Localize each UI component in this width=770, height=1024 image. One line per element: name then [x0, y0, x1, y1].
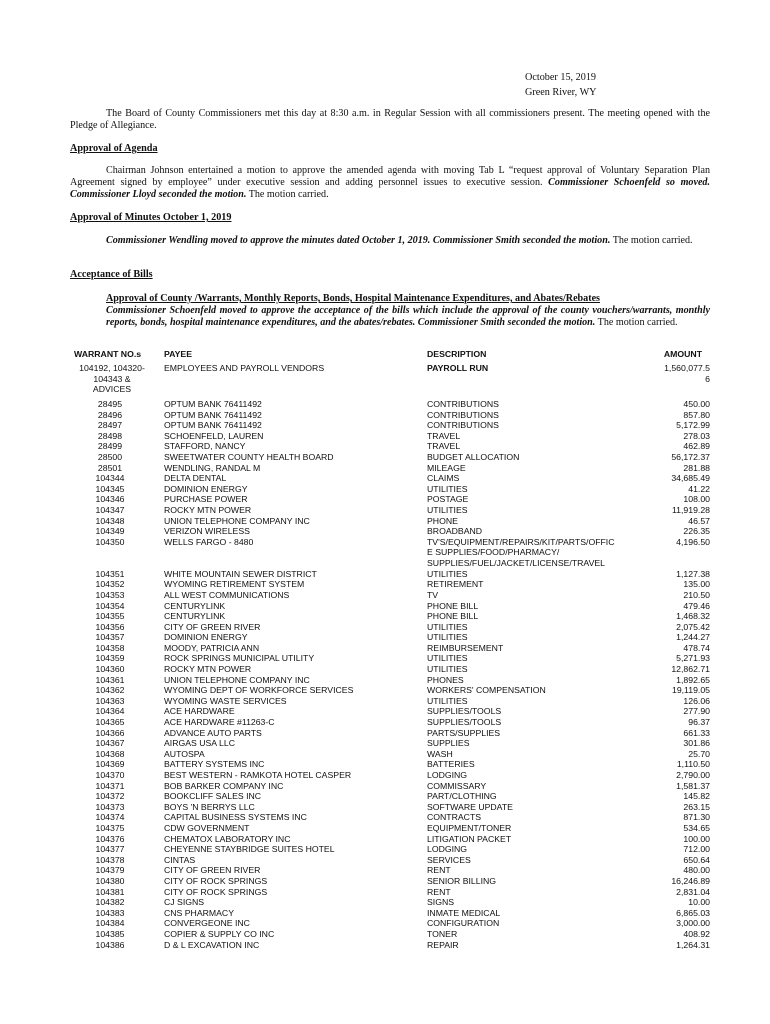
cell-payee: MOODY, PATRICIA ANN	[164, 642, 260, 653]
table-row	[70, 706, 710, 717]
header-payee: PAYEE	[164, 349, 193, 359]
cell-amount: 10.00	[688, 897, 710, 908]
cell-amount: 1,581.37	[676, 780, 710, 791]
cell-description: WORKERS' COMPENSATION	[427, 685, 546, 696]
cell-payee: D & L EXCAVATION INC	[164, 939, 260, 950]
table-row	[70, 929, 710, 940]
table-row	[70, 791, 710, 802]
table-header	[70, 347, 710, 363]
cell-warrant: 104362	[95, 685, 125, 696]
cell-description: UTILITIES	[427, 568, 468, 579]
table-row	[70, 452, 710, 463]
cell-amount: 1,264.31	[676, 939, 710, 950]
cell-description: CLAIMS	[427, 473, 460, 484]
cell-amount: 135.00	[683, 579, 710, 590]
cell-description: RENT	[427, 886, 451, 897]
table-row	[70, 664, 710, 675]
table-row	[70, 516, 710, 527]
table-row	[70, 908, 710, 919]
cell-amount: 56,172.37	[671, 451, 710, 462]
cell-amount: 661.33	[683, 727, 710, 738]
cell-warrant: 104369	[95, 759, 125, 770]
cell-amount: 478.74	[683, 642, 710, 653]
payroll-amount-line: 6	[705, 373, 710, 384]
table-row	[70, 823, 710, 834]
cell-description: MILEAGE	[427, 462, 466, 473]
cell-amount: 34,685.49	[671, 473, 710, 484]
cell-description: INMATE MEDICAL	[427, 907, 501, 918]
table-row	[70, 643, 710, 654]
table-row	[70, 749, 710, 760]
table-row	[70, 463, 710, 474]
table-row	[70, 399, 710, 410]
cell-payee: DOMINION ENERGY	[164, 632, 248, 643]
cell-description: PART/CLOTHING	[427, 791, 497, 802]
cell-warrant: 104359	[95, 653, 125, 664]
cell-amount: 2,831.04	[676, 886, 710, 897]
minutes-paragraph	[70, 235, 710, 247]
cell-amount: 6,865.03	[676, 907, 710, 918]
cell-payee: PURCHASE POWER	[164, 494, 248, 505]
cell-description: EQUIPMENT/TONER	[427, 822, 512, 833]
cell-payee: SWEETWATER COUNTY HEALTH BOARD	[164, 451, 334, 462]
cell-warrant: 28495	[97, 399, 123, 409]
cell-warrant: 104383	[95, 907, 125, 918]
payroll-payee: EMPLOYEES AND PAYROLL VENDORS	[164, 363, 325, 373]
table-row	[70, 940, 710, 951]
intro-paragraph: The Board of County Commissioners met this day at 8:30 a.m. in Regular Session with all commissioners present. The meeting opened with the Pledge of Allegiance.	[70, 108, 710, 132]
table-group-2	[70, 569, 710, 950]
cell-warrant: 104363	[95, 695, 125, 706]
agenda-result: The motion carried.	[248, 189, 329, 201]
cell-amount: 263.15	[683, 801, 710, 812]
cell-payee: DOMINION ENERGY	[164, 483, 248, 494]
cell-warrant: 104366	[95, 727, 125, 738]
cell-amount: 19,119.05	[671, 685, 710, 696]
payroll-warrant-line: 104343 &	[93, 373, 131, 384]
cell-amount: 857.80	[683, 409, 710, 420]
table-row	[70, 526, 710, 537]
cell-warrant: 104351	[95, 568, 125, 579]
cell-payee: CENTURYLINK	[164, 611, 226, 622]
table-row	[70, 834, 710, 845]
cell-amount: 16,246.89	[671, 875, 710, 886]
cell-amount: 41.22	[688, 483, 710, 494]
table-row	[70, 420, 710, 431]
cell-payee: CINTAS	[164, 854, 196, 865]
cell-description: CONTRIBUTIONS	[427, 420, 499, 431]
cell-description: PHONE BILL	[427, 600, 479, 611]
cell-payee: BOB BARKER COMPANY INC	[164, 780, 284, 791]
cell-payee: WELLS FARGO - 8480	[164, 536, 254, 547]
cell-payee: COPIER & SUPPLY CO INC	[164, 928, 275, 939]
bills-paragraph	[106, 293, 710, 330]
cell-warrant: 104349	[95, 526, 125, 537]
cell-warrant: 104380	[95, 875, 125, 886]
cell-description: UTILITIES	[427, 632, 468, 643]
cell-payee: BEST WESTERN - RAMKOTA HOTEL CASPER	[164, 770, 352, 780]
table-row	[70, 781, 710, 792]
cell-description: TV	[427, 589, 439, 600]
cell-description: UTILITIES	[427, 664, 468, 675]
cell-warrant: 28496	[97, 409, 123, 420]
cell-amount: 1,244.27	[676, 632, 710, 643]
cell-warrant: 104365	[95, 717, 125, 728]
cell-amount: 480.00	[683, 865, 710, 876]
cell-amount: 408.92	[683, 928, 710, 939]
cell-amount: 1,127.38	[676, 568, 710, 579]
payroll-warrant	[70, 363, 154, 395]
cell-description: BUDGET ALLOCATION	[427, 451, 520, 462]
cell-description: CONFIGURATION	[427, 918, 500, 929]
table-row	[70, 410, 710, 421]
cell-amount: 210.50	[683, 589, 710, 600]
table-row	[70, 728, 710, 739]
cell-amount: 108.00	[683, 494, 710, 505]
cell-payee: CDW GOVERNMENT	[164, 822, 250, 833]
table-row	[70, 812, 710, 823]
cell-warrant: 104375	[95, 822, 125, 833]
agenda-paragraph	[70, 165, 710, 202]
cell-description: UTILITIES	[427, 504, 468, 515]
cell-payee: CITY OF GREEN RIVER	[164, 865, 261, 876]
table-row	[70, 632, 710, 643]
cell-description: LODGING	[427, 770, 468, 780]
cell-description: PARTS/SUPPLIES	[427, 727, 501, 738]
cell-warrant: 104357	[95, 632, 125, 643]
cell-payee: DELTA DENTAL	[164, 473, 227, 484]
payroll-warrant-line: 104192, 104320-	[79, 363, 145, 373]
cell-description: RENT	[427, 865, 451, 876]
cell-warrant: 104346	[95, 494, 125, 505]
table-row	[70, 601, 710, 612]
cell-amount: 277.90	[683, 706, 710, 717]
cell-description: CONTRACTS	[427, 812, 482, 823]
table-row	[70, 918, 710, 929]
table-row	[70, 717, 710, 728]
cell-description: UTILITIES	[427, 695, 468, 706]
cell-description: TONER	[427, 928, 458, 939]
cell-warrant: 28498	[97, 430, 123, 441]
cell-amount: 12,862.71	[671, 664, 710, 675]
cell-warrant: 104376	[95, 833, 125, 844]
cell-payee: CHEMATOX LABORATORY INC	[164, 833, 291, 844]
cell-amount: 1,468.32	[676, 611, 710, 622]
cell-description: PHONE BILL	[427, 611, 479, 622]
cell-description: UTILITIES	[427, 483, 468, 494]
bills-motion: Commissioner Schoenfeld moved to approve the acceptance of the bills which include the approval of the county vouchers/warrants, monthly reports, bonds, hospital maintenance expenditures, and the abates/rebates. Commissioner Smith seconded the motion.	[106, 305, 710, 329]
description-line: SUPPLIES/FUEL/JACKET/LICENSE/TRAVEL	[427, 557, 605, 568]
table-row	[70, 505, 710, 516]
payroll-amount	[650, 363, 710, 384]
table-row	[70, 653, 710, 664]
table-row	[70, 611, 710, 622]
cell-amount: 145.82	[683, 791, 710, 802]
table-row	[70, 696, 710, 707]
table-row	[70, 675, 710, 686]
table-group-1	[70, 399, 710, 537]
cell-warrant: 104381	[95, 886, 125, 897]
cell-warrant: 104344	[95, 473, 125, 484]
table-row	[70, 685, 710, 696]
cell-description: REIMBURSEMENT	[427, 642, 504, 653]
cell-payee: ALL WEST COMMUNICATIONS	[164, 589, 290, 600]
cell-payee: WHITE MOUNTAIN SEWER DISTRICT	[164, 568, 317, 579]
cell-warrant: 28500	[97, 451, 123, 462]
cell-description: PHONES	[427, 674, 464, 685]
cell-description: UTILITIES	[427, 621, 468, 632]
dateline	[525, 70, 597, 100]
cell-amount: 534.65	[683, 822, 710, 833]
header-warrant: WARRANT NO.s	[74, 349, 142, 359]
cell-warrant: 104347	[95, 504, 125, 515]
cell-description: PHONE	[427, 515, 458, 526]
table-row	[70, 590, 710, 601]
cell-payee: ROCKY MTN POWER	[164, 664, 252, 675]
cell-warrant: 104345	[95, 483, 125, 494]
header-description: DESCRIPTION	[427, 349, 487, 359]
cell-payee: CITY OF ROCK SPRINGS	[164, 886, 268, 897]
table-row-payroll	[70, 363, 710, 399]
table-row	[70, 622, 710, 633]
header-amount: AMOUNT	[663, 349, 702, 359]
cell-payee: ACE HARDWARE #11263-C	[164, 717, 275, 728]
cell-amount: 450.00	[683, 399, 710, 409]
cell-description: RETIREMENT	[427, 579, 484, 590]
cell-payee: CHEYENNE STAYBRIDGE SUITES HOTEL	[164, 844, 335, 855]
table-row	[70, 473, 710, 484]
meeting-date: October 15, 2019	[525, 72, 597, 83]
table-row	[70, 759, 710, 770]
cell-payee: WYOMING RETIREMENT SYSTEM	[164, 579, 305, 590]
cell-payee: WENDLING, RANDAL M	[164, 462, 261, 473]
table-row	[70, 897, 710, 908]
cell-payee: ROCK SPRINGS MUNICIPAL UTILITY	[164, 653, 315, 664]
table-row	[70, 844, 710, 855]
cell-warrant: 28501	[97, 462, 123, 473]
cell-description: REPAIR	[427, 939, 459, 950]
cell-description	[427, 537, 655, 569]
cell-description: LODGING	[427, 844, 468, 855]
cell-warrant: 104377	[95, 844, 125, 855]
cell-payee: AIRGAS USA LLC	[164, 738, 235, 749]
cell-amount: 479.46	[683, 600, 710, 611]
cell-payee: VERIZON WIRELESS	[164, 526, 250, 537]
cell-warrant: 104370	[95, 770, 125, 780]
bills-subheading: Approval of County /Warrants, Monthly Reports, Bonds, Hospital Maintenance Expenditures, and Abates/Rebates	[106, 293, 600, 304]
cell-payee: CENTURYLINK	[164, 600, 226, 611]
cell-amount: 46.57	[688, 515, 710, 526]
cell-amount: 871.30	[683, 812, 710, 823]
agenda-heading: Approval of Agenda	[70, 143, 158, 154]
cell-warrant: 104386	[95, 939, 125, 950]
cell-amount: 5,172.99	[676, 420, 710, 431]
cell-description: SUPPLIES/TOOLS	[427, 717, 502, 728]
meeting-location: Green River, WY	[525, 87, 597, 99]
cell-description: BROADBAND	[427, 526, 483, 537]
cell-warrant: 104373	[95, 801, 125, 812]
cell-warrant: 104374	[95, 812, 125, 823]
table-row	[70, 431, 710, 442]
cell-description: SENIOR BILLING	[427, 875, 497, 886]
cell-description: CONTRIBUTIONS	[427, 399, 499, 409]
cell-payee: ROCKY MTN POWER	[164, 504, 252, 515]
payroll-warrant-line: ADVICES	[92, 384, 132, 395]
cell-payee: BOOKCLIFF SALES INC	[164, 791, 262, 802]
table-row	[70, 484, 710, 495]
table-row	[70, 770, 710, 781]
table-row	[70, 738, 710, 749]
cell-description: COMMISSARY	[427, 780, 487, 791]
cell-description: SOFTWARE UPDATE	[427, 801, 513, 812]
cell-amount: 126.06	[683, 695, 710, 706]
description-line: E SUPPLIES/FOOD/PHARMACY/	[427, 547, 560, 558]
cell-warrant: 104360	[95, 664, 125, 675]
cell-payee: SCHOENFELD, LAUREN	[164, 430, 264, 441]
cell-payee: CNS PHARMACY	[164, 907, 234, 918]
cell-warrant: 104384	[95, 918, 125, 929]
cell-warrant: 104382	[95, 897, 125, 908]
cell-payee: UNION TELEPHONE COMPANY INC	[164, 515, 310, 526]
cell-description: SUPPLIES/TOOLS	[427, 706, 502, 717]
cell-description: WASH	[427, 748, 453, 759]
cell-payee: OPTUM BANK 76411492	[164, 420, 262, 431]
cell-description: SIGNS	[427, 897, 455, 908]
minutes-motion: Commissioner Wendling moved to approve the minutes dated October 1, 2019. Commissioner Smith seconded the motion.	[106, 235, 611, 246]
cell-warrant: 104350	[95, 536, 125, 547]
cell-payee: ACE HARDWARE	[164, 706, 235, 717]
cell-warrant: 104348	[95, 515, 125, 526]
cell-description: TRAVEL	[427, 441, 461, 452]
cell-description: CONTRIBUTIONS	[427, 409, 499, 420]
cell-payee: CITY OF ROCK SPRINGS	[164, 875, 268, 886]
cell-amount: 3,000.00	[676, 918, 710, 929]
cell-description: UTILITIES	[427, 653, 468, 664]
table-row	[70, 865, 710, 876]
minutes-result: The motion carried.	[612, 235, 693, 246]
cell-amount: 650.64	[683, 854, 710, 865]
cell-payee: BATTERY SYSTEMS INC	[164, 759, 265, 770]
cell-amount: 301.86	[683, 738, 710, 749]
table-row	[70, 855, 710, 866]
cell-warrant: 104379	[95, 865, 125, 876]
cell-payee: OPTUM BANK 76411492	[164, 399, 262, 409]
minutes-heading: Approval of Minutes October 1, 2019	[70, 212, 232, 223]
cell-warrant: 104358	[95, 642, 125, 653]
cell-description: BATTERIES	[427, 759, 475, 770]
table-row-wells-fargo	[70, 537, 710, 569]
cell-description: TRAVEL	[427, 430, 461, 441]
table-row	[70, 494, 710, 505]
warrants-table	[70, 347, 710, 950]
cell-warrant: 104356	[95, 621, 125, 632]
cell-warrant: 104352	[95, 579, 125, 590]
cell-description: LITIGATION PACKET	[427, 833, 512, 844]
cell-payee: STAFFORD, NANCY	[164, 441, 246, 452]
cell-warrant: 104354	[95, 600, 125, 611]
cell-amount: 11,919.28	[671, 504, 710, 515]
cell-description: POSTAGE	[427, 494, 469, 505]
cell-warrant: 104364	[95, 706, 125, 717]
cell-payee: OPTUM BANK 76411492	[164, 409, 262, 420]
payroll-description: PAYROLL RUN	[427, 363, 489, 373]
table-row	[70, 569, 710, 580]
cell-warrant: 104371	[95, 780, 125, 791]
cell-amount: 2,790.00	[676, 770, 710, 780]
table-row	[70, 887, 710, 898]
cell-warrant: 104385	[95, 928, 125, 939]
cell-amount: 25.70	[688, 748, 710, 759]
agenda-motion: Commissioner Schoenfeld so moved. Commissioner Lloyd seconded the motion.	[70, 177, 711, 201]
cell-amount: 100.00	[683, 833, 710, 844]
bills-result: The motion carried.	[597, 317, 678, 329]
cell-description: SERVICES	[427, 854, 471, 865]
table-row	[70, 802, 710, 813]
cell-payee: WYOMING WASTE SERVICES	[164, 695, 287, 706]
cell-amount: 278.03	[683, 430, 710, 441]
cell-payee: BOYS 'N BERRYS LLC	[164, 801, 255, 812]
cell-amount: 281.88	[683, 462, 710, 473]
cell-payee: CONVERGEONE INC	[164, 918, 250, 929]
cell-warrant: 28499	[97, 441, 123, 452]
cell-amount: 5,271.93	[676, 653, 710, 664]
cell-warrant: 104378	[95, 854, 125, 865]
cell-warrant: 104372	[95, 791, 125, 802]
cell-payee: CAPITAL BUSINESS SYSTEMS INC	[164, 812, 307, 823]
cell-amount: 4,196.50	[676, 536, 710, 547]
cell-warrant: 104361	[95, 674, 125, 685]
payroll-amount-line: 1,560,077.5	[664, 363, 710, 373]
cell-payee: CITY OF GREEN RIVER	[164, 621, 261, 632]
cell-warrant: 28497	[97, 420, 123, 431]
description-line: TV'S/EQUIPMENT/REPAIRS/KIT/PARTS/OFFIC	[427, 536, 615, 547]
cell-warrant: 104353	[95, 589, 125, 600]
cell-amount: 1,892.65	[676, 674, 710, 685]
cell-amount: 712.00	[683, 844, 710, 855]
table-row	[70, 876, 710, 887]
cell-amount: 1,110.50	[676, 759, 710, 770]
cell-warrant: 104355	[95, 611, 125, 622]
cell-description: SUPPLIES	[427, 738, 470, 749]
table-row	[70, 579, 710, 590]
cell-warrant: 104368	[95, 748, 125, 759]
cell-amount: 226.35	[683, 526, 710, 537]
cell-payee: AUTOSPA	[164, 748, 205, 759]
cell-amount: 96.37	[688, 717, 710, 728]
cell-amount: 2,075.42	[676, 621, 710, 632]
cell-payee: ADVANCE AUTO PARTS	[164, 727, 262, 738]
cell-payee: CJ SIGNS	[164, 897, 205, 908]
agenda-text: Chairman Johnson entertained a motion to approve the amended agenda with moving Tab L “request approval of Voluntary Separation Plan Agreement signed by employee” under executive session and adding personnel issues to executive session.	[70, 165, 710, 189]
bills-heading: Acceptance of Bills	[70, 269, 153, 280]
cell-warrant: 104367	[95, 738, 125, 749]
cell-payee: WYOMING DEPT OF WORKFORCE SERVICES	[164, 685, 354, 696]
cell-amount: 462.89	[683, 441, 710, 452]
cell-payee: UNION TELEPHONE COMPANY INC	[164, 674, 310, 685]
table-row	[70, 441, 710, 452]
